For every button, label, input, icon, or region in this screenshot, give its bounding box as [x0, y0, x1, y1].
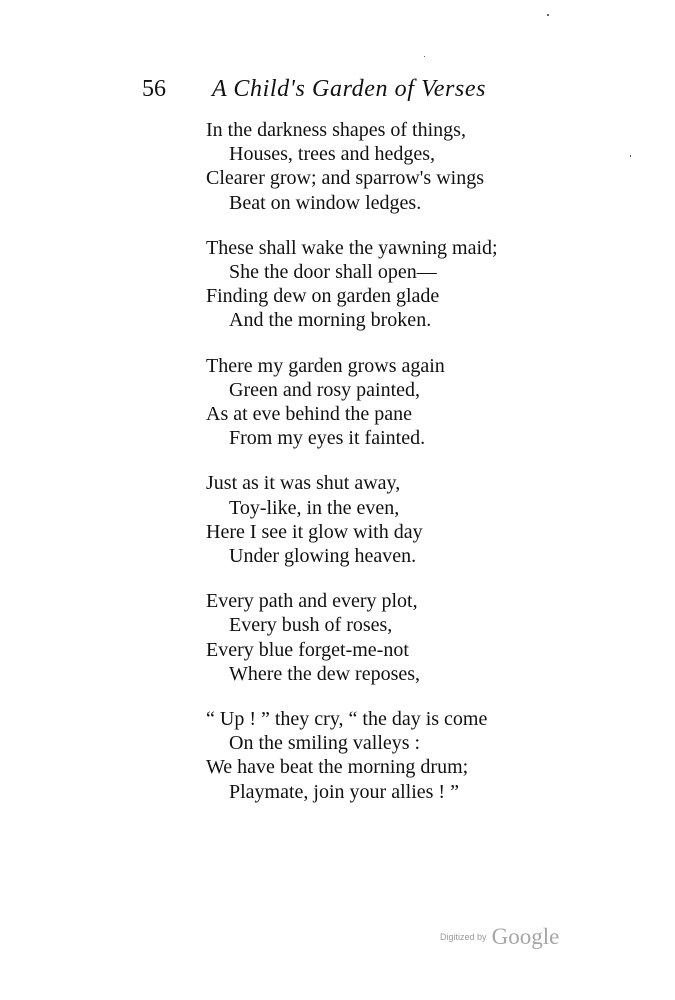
poem-line: Where the dew reposes, — [229, 662, 421, 685]
stanza — [206, 589, 586, 686]
poem-line: Under glowing heaven. — [229, 545, 417, 568]
poem-line: Here I see it glow with day — [206, 520, 423, 543]
stanza — [206, 471, 586, 568]
poem-line: Just as it was shut away, — [206, 472, 401, 495]
stanza — [206, 236, 586, 333]
poem-line: Playmate, join your allies ! ” — [229, 780, 459, 803]
poem-line: Finding dew on garden glade — [206, 285, 440, 308]
poem-line: Beat on window ledges. — [229, 191, 422, 214]
print-speck — [424, 56, 425, 57]
poem-line: These shall wake the yawning maid; — [206, 236, 498, 259]
poem-line: Every blue forget-me-not — [206, 638, 409, 661]
poem-line: On the smiling valleys : — [229, 732, 421, 755]
poem-line: “ Up ! ” they cry, “ the day is come — [206, 708, 488, 731]
poem-line: Toy-like, in the even, — [229, 496, 400, 519]
poem-line: Every bush of roses, — [229, 614, 393, 637]
poem-line: Every path and every plot, — [206, 590, 418, 613]
poem-line: As at eve behind the pane — [206, 403, 413, 426]
poem-line: We have beat the morning drum; — [206, 756, 469, 779]
running-title: A Child's Garden of Verses — [212, 76, 487, 102]
poem-line: Houses, trees and hedges, — [229, 143, 436, 166]
poem-line: Clearer grow; and sparrow's wings — [206, 167, 484, 190]
stanza — [206, 707, 586, 804]
page-header — [142, 74, 542, 108]
page-number: 56 — [142, 76, 166, 102]
poem — [206, 118, 586, 825]
poem-line: Green and rosy painted, — [229, 378, 421, 401]
print-speck — [547, 14, 549, 16]
google-logo: Google — [491, 924, 560, 949]
digitized-label: Digitized by — [440, 932, 487, 942]
poem-line: There my garden grows again — [206, 354, 445, 377]
stanza — [206, 354, 586, 451]
poem-line: And the morning broken. — [229, 309, 432, 332]
poem-line: From my eyes it fainted. — [229, 427, 426, 450]
poem-line: She the door shall open— — [229, 261, 437, 284]
stanza — [206, 118, 586, 215]
poem-line: In the darkness shapes of things, — [206, 119, 466, 141]
digitized-watermark — [440, 924, 559, 954]
print-speck — [630, 155, 631, 157]
